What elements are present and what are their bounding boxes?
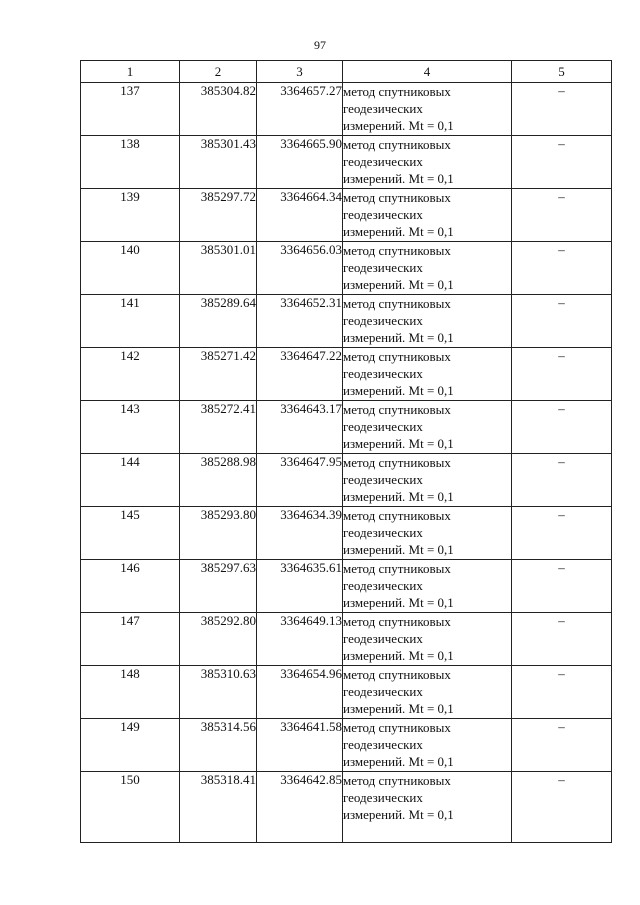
point-number-cell: 144 [81,454,180,507]
method-text-line: геодезических [343,260,423,275]
description-cell: – [512,666,612,719]
description-cell: – [512,613,612,666]
method-cell [343,136,512,189]
method-text-line: измерений. Mt = 0,1 [343,648,454,663]
x-coordinate-cell: 385297.72 [180,189,257,242]
method-text-line: геодезических [343,790,423,805]
page-number: 97 [314,38,326,52]
method-text-line: измерений. Mt = 0,1 [343,489,454,504]
table-row [81,401,612,454]
method-cell [343,666,512,719]
y-coordinate-cell: 3364647.22 [257,348,343,401]
point-number-cell: 138 [81,136,180,189]
table-row [81,560,612,613]
table-row [81,242,612,295]
point-number-cell: 141 [81,295,180,348]
column-header-y-coordinate: 3 [257,61,343,83]
description-cell: – [512,719,612,772]
method-text-line: метод спутниковых [343,349,451,364]
point-number-cell: 149 [81,719,180,772]
x-coordinate-cell: 385318.41 [180,772,257,843]
method-cell [343,454,512,507]
method-cell [343,189,512,242]
method-cell [343,295,512,348]
y-coordinate-cell: 3364664.34 [257,189,343,242]
column-header-point-number: 1 [81,61,180,83]
description-cell: – [512,83,612,136]
x-coordinate-cell: 385297.63 [180,560,257,613]
point-number-cell: 145 [81,507,180,560]
description-cell: – [512,189,612,242]
description-cell: – [512,136,612,189]
description-cell: – [512,348,612,401]
method-text-line: геодезических [343,207,423,222]
method-text-line: метод спутниковых [343,243,451,258]
method-text-line: метод спутниковых [343,402,451,417]
x-coordinate-cell: 385304.82 [180,83,257,136]
y-coordinate-cell: 3364647.95 [257,454,343,507]
method-text-line: метод спутниковых [343,508,451,523]
point-number-cell: 143 [81,401,180,454]
x-coordinate-cell: 385288.98 [180,454,257,507]
method-cell [343,613,512,666]
method-text-line: измерений. Mt = 0,1 [343,383,454,398]
column-header-x-coordinate: 2 [180,61,257,83]
method-text-line: метод спутниковых [343,614,451,629]
method-text-line: геодезических [343,154,423,169]
method-text-line: измерений. Mt = 0,1 [343,171,454,186]
table-header-row [81,61,612,83]
point-number-cell: 140 [81,242,180,295]
method-text-line: геодезических [343,737,423,752]
description-cell: – [512,454,612,507]
y-coordinate-cell: 3364649.13 [257,613,343,666]
y-coordinate-cell: 3364657.27 [257,83,343,136]
method-text-line: геодезических [343,631,423,646]
description-cell: – [512,242,612,295]
method-text-line: геодезических [343,472,423,487]
method-text-line: измерений. Mt = 0,1 [343,754,454,769]
y-coordinate-cell: 3364635.61 [257,560,343,613]
table-row [81,136,612,189]
column-header-description: 5 [512,61,612,83]
point-number-cell: 139 [81,189,180,242]
method-text-line: измерений. Mt = 0,1 [343,807,454,822]
point-number-cell: 150 [81,772,180,843]
table-row [81,772,612,843]
method-text-line: геодезических [343,313,423,328]
coordinates-table [80,60,612,843]
table-row [81,454,612,507]
method-text-line: измерений. Mt = 0,1 [343,330,454,345]
method-text-line: метод спутниковых [343,296,451,311]
method-cell [343,242,512,295]
method-cell [343,719,512,772]
method-text-line: геодезических [343,101,423,116]
method-text-line: метод спутниковых [343,561,451,576]
table-row [81,189,612,242]
y-coordinate-cell: 3364656.03 [257,242,343,295]
point-number-cell: 142 [81,348,180,401]
table-row [81,295,612,348]
y-coordinate-cell: 3364641.58 [257,719,343,772]
y-coordinate-cell: 3364652.31 [257,295,343,348]
method-cell [343,401,512,454]
method-text-line: геодезических [343,578,423,593]
table-row [81,719,612,772]
method-text-line: геодезических [343,525,423,540]
y-coordinate-cell: 3364665.90 [257,136,343,189]
method-text-line: геодезических [343,684,423,699]
method-text-line: метод спутниковых [343,773,451,788]
description-cell: – [512,560,612,613]
method-text-line: измерений. Mt = 0,1 [343,224,454,239]
description-cell: – [512,507,612,560]
column-header-method: 4 [343,61,512,83]
method-text-line: геодезических [343,366,423,381]
x-coordinate-cell: 385301.01 [180,242,257,295]
point-number-cell: 147 [81,613,180,666]
description-cell: – [512,772,612,843]
method-text-line: метод спутниковых [343,137,451,152]
y-coordinate-cell: 3364634.39 [257,507,343,560]
method-text-line: измерений. Mt = 0,1 [343,277,454,292]
table-row [81,83,612,136]
method-cell [343,560,512,613]
method-text-line: измерений. Mt = 0,1 [343,118,454,133]
x-coordinate-cell: 385293.80 [180,507,257,560]
point-number-cell: 137 [81,83,180,136]
point-number-cell: 146 [81,560,180,613]
table-row [81,613,612,666]
x-coordinate-cell: 385289.64 [180,295,257,348]
table-row [81,348,612,401]
method-text-line: метод спутниковых [343,190,451,205]
method-text-line: метод спутниковых [343,455,451,470]
method-text-line: измерений. Mt = 0,1 [343,542,454,557]
x-coordinate-cell: 385301.43 [180,136,257,189]
y-coordinate-cell: 3364642.85 [257,772,343,843]
method-text-line: измерений. Mt = 0,1 [343,595,454,610]
y-coordinate-cell: 3364654.96 [257,666,343,719]
x-coordinate-cell: 385272.41 [180,401,257,454]
description-cell: – [512,401,612,454]
method-text-line: измерений. Mt = 0,1 [343,701,454,716]
x-coordinate-cell: 385314.56 [180,719,257,772]
table-row [81,666,612,719]
method-cell [343,83,512,136]
description-cell: – [512,295,612,348]
method-cell [343,772,512,843]
table-row [81,507,612,560]
method-cell [343,507,512,560]
x-coordinate-cell: 385271.42 [180,348,257,401]
method-text-line: измерений. Mt = 0,1 [343,436,454,451]
x-coordinate-cell: 385310.63 [180,666,257,719]
method-text-line: геодезических [343,419,423,434]
method-cell [343,348,512,401]
method-text-line: метод спутниковых [343,84,451,99]
point-number-cell: 148 [81,666,180,719]
method-text-line: метод спутниковых [343,667,451,682]
x-coordinate-cell: 385292.80 [180,613,257,666]
method-text-line: метод спутниковых [343,720,451,735]
y-coordinate-cell: 3364643.17 [257,401,343,454]
